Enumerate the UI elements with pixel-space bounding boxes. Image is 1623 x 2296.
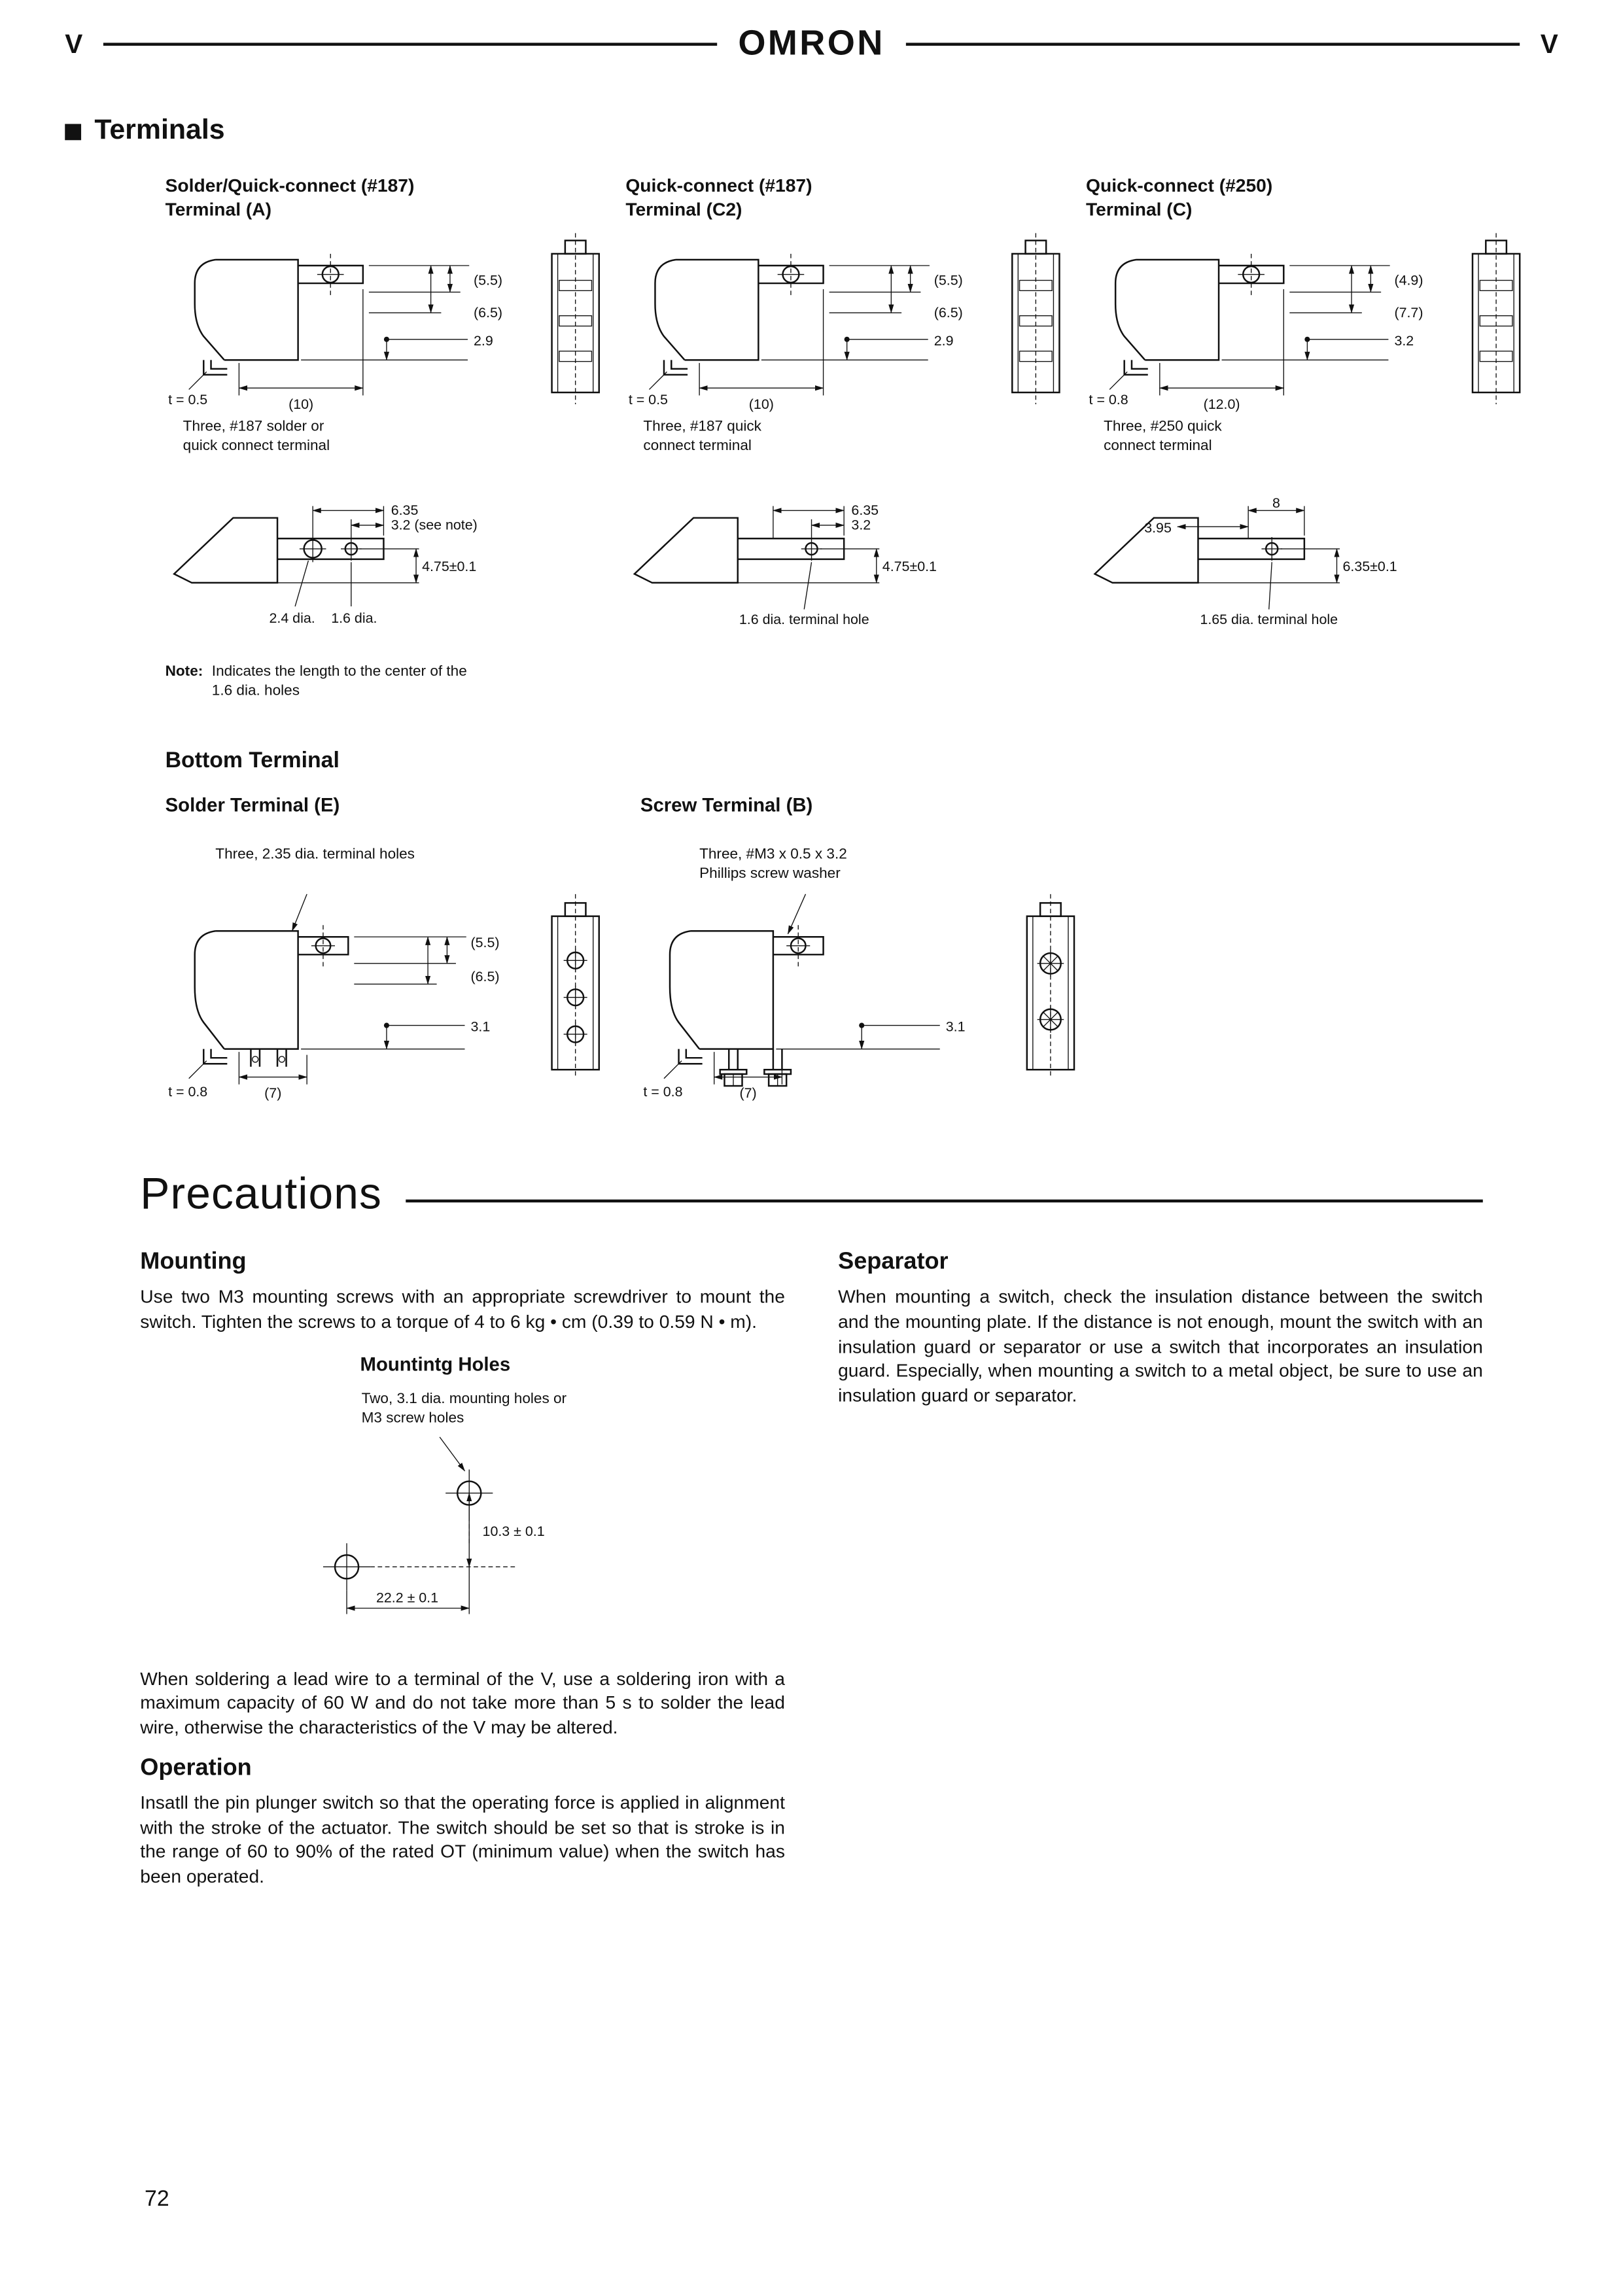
- hole-label: 1.65 dia. terminal hole: [1200, 612, 1338, 628]
- solder-terminal-e-title: Solder Terminal (E): [165, 793, 340, 816]
- screw-terminal-b-column: [640, 793, 1115, 1111]
- precautions-heading: [140, 1170, 1483, 1221]
- operation-paragraph: Insatll the pin plunger switch so that the operating force is applied in alignment with the stroke of the actuator. The switch should be set so that is stroke is in the range of 60 to 90% of the rated OT (minimum value) when the switch has been operated.: [140, 1792, 785, 1887]
- caption-line: M3 screw holes: [361, 1410, 464, 1426]
- caption-line: connect terminal: [643, 438, 752, 455]
- caption-line: quick connect terminal: [183, 438, 330, 455]
- header-rule-right: [905, 43, 1520, 46]
- separator-title: Separator: [838, 1249, 949, 1275]
- terminal-c2-detail-column: [625, 497, 1086, 701]
- note-line: Indicates the length to the center of the: [211, 663, 467, 680]
- precautions-rule: [406, 1200, 1483, 1203]
- dim-label: (10): [748, 396, 774, 412]
- mounting-holes-drawing: [221, 1431, 664, 1652]
- terminal-c-detail-drawing: [1086, 497, 1448, 645]
- terminal-top-row: [166, 174, 1623, 456]
- note-line: 1.6 dia. holes: [211, 683, 300, 700]
- dim-label: 4.75±0.1: [882, 558, 937, 574]
- caption-line: Three, #187 quick: [643, 419, 761, 436]
- caption-line: Three, #M3 x 0.5 x 3.2: [699, 846, 847, 863]
- note-text: [212, 663, 467, 701]
- solder-terminal-e-side-view-drawing: [542, 890, 608, 1081]
- precautions-right-column: [838, 1241, 1483, 1904]
- square-bullet-icon: [65, 123, 81, 139]
- header-left-v: V: [65, 28, 83, 59]
- caption-line: Phillips screw washer: [699, 865, 841, 882]
- terminal-a-top-drawing: [166, 230, 527, 415]
- separator-paragraph: When mounting a switch, check the insulation distance between the switch and the mounting plate. If the distance is not enough, mount the switch with an insulation guard or separator or use a switch that incorporates an insulation guard. Especially, when mounting a switch to a metal object, be sure to use an insulation guard or separator.: [838, 1286, 1483, 1406]
- mounting-paragraph-1: Use two M3 mounting screws with an appropriate screwdriver to mount the switch. Tighten the screws to a torque of 4 to 6 kg • cm (0.39 to 0.59 N • m).: [140, 1286, 785, 1332]
- solder-terminal-e-column: [166, 793, 640, 1111]
- terminal-c2-title-line2: Terminal (C2): [625, 200, 742, 220]
- header-right-v: V: [1540, 28, 1558, 59]
- dim-label: 22.2 ± 0.1: [375, 1589, 439, 1605]
- terminal-a-column: [166, 174, 626, 456]
- bottom-terminal-title: Bottom Terminal: [165, 748, 340, 773]
- page-header: [0, 0, 1623, 65]
- mounting-title: Mounting: [140, 1249, 247, 1275]
- terminal-c-figure: [1086, 230, 1546, 415]
- terminal-c-side-view-drawing: [1462, 230, 1528, 408]
- screw-terminal-b-title: Screw Terminal (B): [640, 793, 813, 816]
- solder-terminal-e-figure: [166, 890, 640, 1111]
- header-rule-left: [103, 43, 718, 46]
- terminal-a-title-line1: Solder/Quick-connect (#187): [165, 175, 415, 196]
- precautions-left-column: [140, 1241, 785, 1904]
- terminal-c-top-drawing: [1086, 230, 1448, 415]
- terminal-c-title-line1: Quick-connect (#250): [1086, 175, 1273, 196]
- terminal-c2-figure: [625, 230, 1086, 415]
- screw-terminal-b-caption: [699, 845, 1115, 886]
- dim-label: (12.0): [1203, 396, 1240, 412]
- terminal-c-detail-column: [1086, 497, 1546, 701]
- terminal-a-caption: [183, 417, 626, 456]
- terminal-a-detail-column: [166, 497, 626, 701]
- solder-terminal-e-drawing: [166, 890, 527, 1111]
- terminal-c-title: [1086, 174, 1546, 230]
- dim-label: (5.5): [474, 272, 503, 288]
- thickness-label: t = 0.5: [168, 392, 208, 408]
- terminal-a-title: [166, 174, 626, 230]
- terminals-section-heading: [65, 115, 1623, 148]
- dim-label: (5.5): [470, 935, 500, 951]
- terminal-c2-caption: [643, 417, 1086, 456]
- solder-terminal-e-caption: Three, 2.35 dia. terminal holes: [215, 846, 415, 863]
- thickness-label: t = 0.8: [1089, 392, 1128, 408]
- terminals-section-title: Terminals: [94, 114, 225, 147]
- dim-label: 6.35: [391, 502, 419, 519]
- precautions-title: Precautions: [140, 1170, 383, 1219]
- hole-label: 1.6 dia.: [331, 610, 377, 626]
- dim-label: 6.35: [851, 502, 879, 519]
- thickness-label: t = 0.8: [168, 1083, 208, 1100]
- dim-label: (7): [739, 1085, 757, 1102]
- terminal-a-detail-drawing: [166, 497, 527, 645]
- dim-label: (5.5): [934, 272, 963, 288]
- dim-label: 6.35±0.1: [1342, 558, 1397, 574]
- caption-line: Two, 3.1 dia. mounting holes or: [361, 1390, 567, 1407]
- dim-label: (10): [288, 396, 314, 412]
- caption-line: connect terminal: [1104, 438, 1212, 455]
- mounting-holes-caption: [362, 1389, 785, 1428]
- operation-title: Operation: [140, 1755, 252, 1781]
- dim-label: (6.5): [474, 304, 503, 321]
- terminal-a-figure: [166, 230, 626, 415]
- precautions-columns: [140, 1241, 1483, 1904]
- dim-label: (6.5): [934, 304, 963, 321]
- note-label: Note:: [165, 663, 203, 680]
- terminal-c2-title-line1: Quick-connect (#187): [625, 175, 812, 196]
- dim-label: 10.3 ± 0.1: [482, 1522, 545, 1539]
- dim-label: 2.9: [474, 332, 493, 349]
- terminal-c-column: [1086, 174, 1546, 456]
- thickness-label: t = 0.5: [628, 392, 668, 408]
- screw-terminal-b-side-view-drawing: [1017, 890, 1083, 1081]
- mounting-holes-figure: [140, 1352, 785, 1652]
- terminal-c-caption: [1104, 417, 1546, 456]
- bottom-terminal-row: [166, 793, 1623, 1111]
- screw-terminal-b-drawing: [640, 890, 1002, 1111]
- thickness-label: t = 0.8: [643, 1083, 683, 1100]
- terminal-c2-detail-drawing: [625, 497, 987, 645]
- terminal-c2-top-drawing: [625, 230, 987, 415]
- dim-label: 4.75±0.1: [422, 558, 477, 574]
- dim-label: 3.1: [470, 1018, 491, 1035]
- terminal-c2-column: [625, 174, 1086, 456]
- dim-label: (7): [264, 1085, 282, 1102]
- dim-label: 3.2 (see note): [391, 517, 478, 533]
- terminal-c2-side-view-drawing: [1002, 230, 1068, 408]
- terminal-detail-row: [166, 497, 1623, 701]
- dim-label: (7.7): [1394, 304, 1423, 321]
- dim-label: 2.9: [934, 332, 954, 349]
- dim-label: (6.5): [470, 968, 500, 984]
- terminal-a-title-line2: Terminal (A): [165, 200, 272, 220]
- screw-terminal-b-figure: [640, 890, 1115, 1111]
- mounting-paragraph-2: When soldering a lead wire to a terminal of the V, use a soldering iron with a maximum capacity of 60 W and do not take more than 5 s to solder the lead wire, otherwise the characteristics of the V may be altered.: [140, 1667, 785, 1738]
- caption-line: Three, #250 quick: [1104, 419, 1222, 436]
- terminal-a-side-view-drawing: [542, 230, 608, 408]
- dim-label: 3.95: [1144, 520, 1172, 536]
- terminal-c2-title: [625, 174, 1086, 230]
- dim-label: (4.9): [1394, 272, 1423, 288]
- hole-label: 1.6 dia. terminal hole: [739, 612, 869, 628]
- mounting-holes-title: Mountintg Holes: [360, 1352, 511, 1374]
- omron-logo: OMRON: [738, 24, 885, 63]
- hole-label: 2.4 dia.: [269, 610, 315, 626]
- page-number: 72: [145, 2186, 169, 2212]
- note: [166, 663, 626, 701]
- dim-label: 3.2: [851, 517, 871, 533]
- dim-label: 3.2: [1394, 332, 1414, 349]
- dim-label: 8: [1272, 497, 1280, 511]
- dim-label: 3.1: [945, 1018, 966, 1035]
- terminal-c-title-line2: Terminal (C): [1086, 200, 1193, 220]
- caption-line: Three, #187 solder or: [183, 419, 324, 436]
